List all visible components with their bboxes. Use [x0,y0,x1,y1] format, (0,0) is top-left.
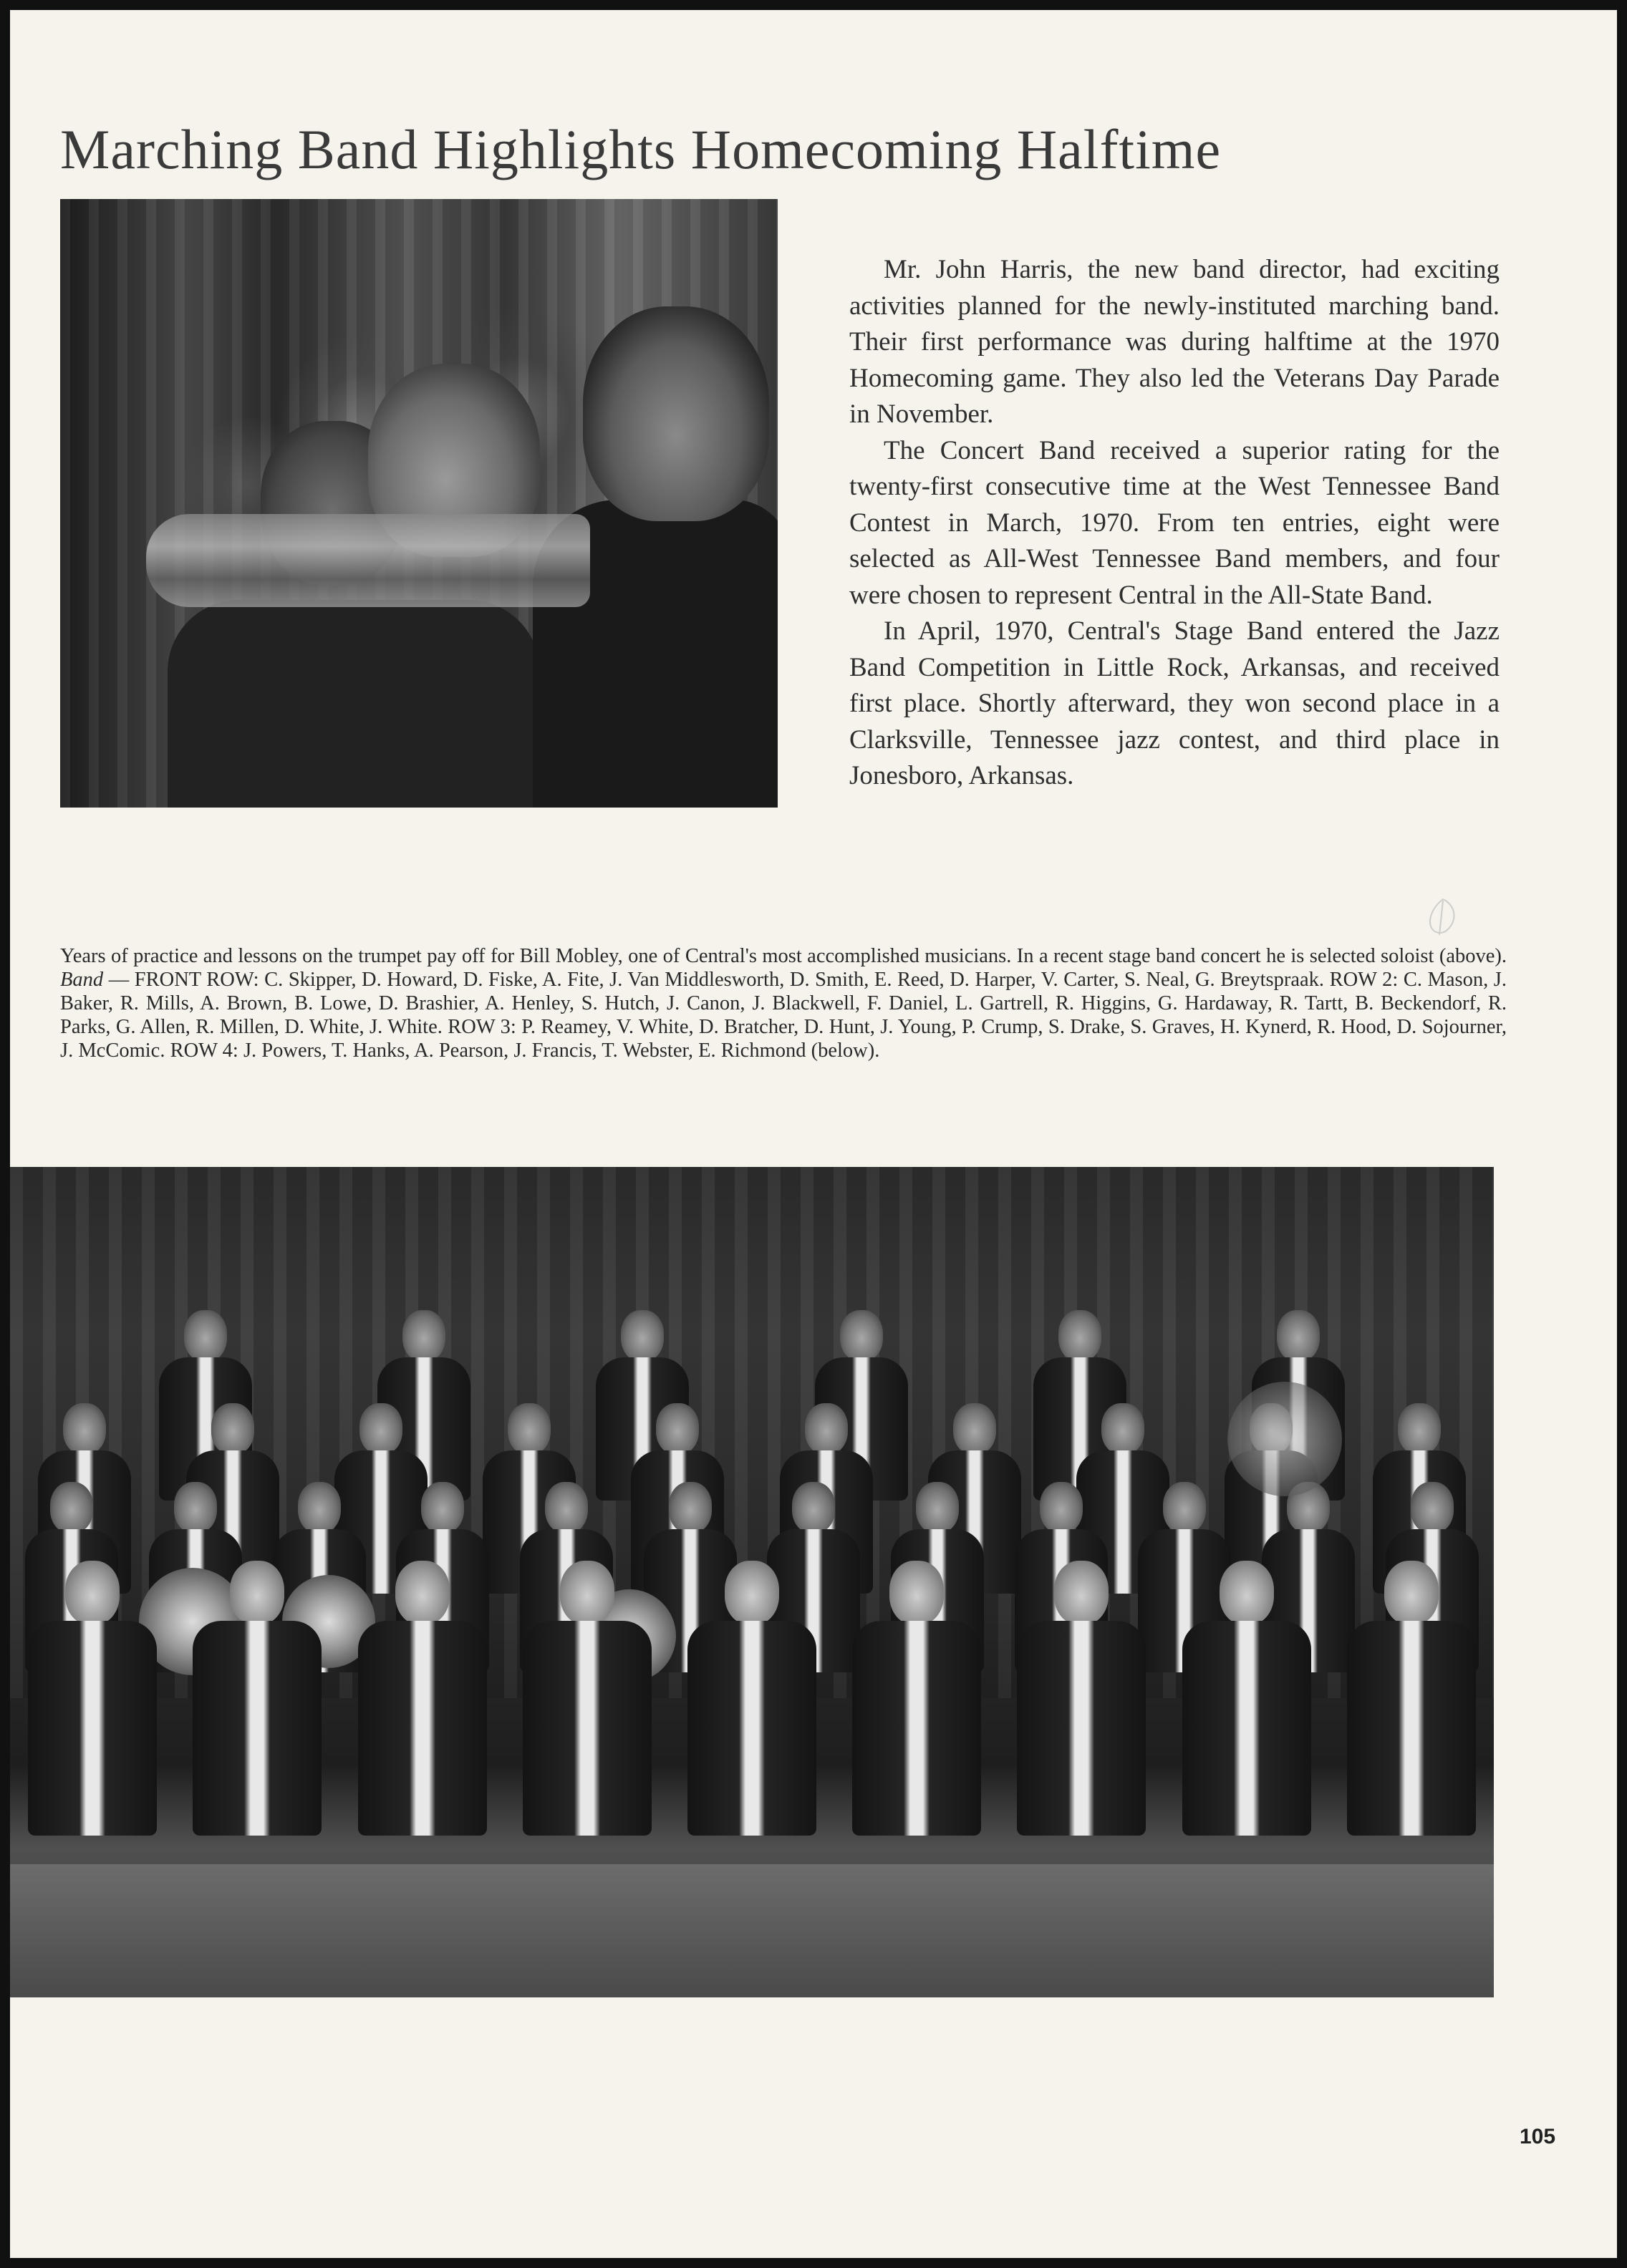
photo-figure-left [168,600,540,808]
band-member [28,1561,157,1836]
yearbook-page [10,10,1617,2258]
article-paragraph-3: In April, 1970, Central's Stage Band entered the Jazz Band Competition in Little Rock, Arkansas, and received first place. Shortly afterward, they won second place in a Clarksville, Tennessee jazz contest, and third place in Jonesboro, Arkansas. [849,616,1500,790]
band-member [1017,1561,1146,1836]
photo-caption [60,944,1507,1062]
caption-roster-text: — FRONT ROW: C. Skipper, D. Howard, D. Fiske, A. Fite, J. Van Middlesworth, D. Smith, E. Reed, D. Harper, V. Carter, S. Neal, G. Breytspraak. ROW 2: C. Mason, J. Baker, R. Mills, A. Brown, B. Lowe, D. Brashier, A. Henley, S. Hutch, J. Canon, J. Blackwell, F. Daniel, L. Gartrell, R. Higgins, G. Hardaway, R. Tartt, B. Beckendorf, R. Parks, G. Allen, R. Millen, D. White, J. White. ROW 3: P. Reamey, V. White, D. Bratcher, D. Hunt, J. Young, P. Crump, S. Drake, S. Graves, H. Kynerd, R. Hood, D. Sojourner, J. McComic. ROW 4: J. Powers, T. Hanks, A. Pearson, J. Francis, T. Webster, E. Richmond (below). [60,969,1507,1062]
photo-trumpets [146,514,590,607]
page-number: 105 [1520,2125,1556,2148]
band-front-row [10,1561,1494,1836]
trumpet-soloist-photo [60,199,778,808]
band-member [358,1561,487,1836]
article-paragraph-1: Mr. John Harris, the new band director, had exciting activities planned for the newly-instituted marching band. Their first performance was during halftime at the 1970 Homecoming game. They also led the Veterans Day Parade in November. [849,255,1500,429]
band-group-photo [10,1167,1494,1997]
article-paragraph-2: The Concert Band received a superior rating for the twenty-first consecutive time at the West Tennessee Band Contest in March, 1970. From ten entries, eight were selected as All-West Tennessee Band members, and four were chosen to represent Central in the All-State Band. [849,435,1500,610]
page-headline: Marching Band Highlights Homecoming Halftime [60,118,1222,180]
band-member [852,1561,981,1836]
photo-head-soloist [583,306,769,521]
sousaphone-icon [1227,1382,1342,1496]
band-member [687,1561,816,1836]
caption-band-label: Band [60,969,104,991]
band-photo-stage-floor [10,1864,1494,1997]
band-member [523,1561,652,1836]
band-member [193,1561,322,1836]
caption-soloist-text: Years of practice and lessons on the trumpet pay off for Bill Mobley, one of Central's most accomplished musicians. In a recent stage band concert he is selected soloist (above). [60,945,1507,967]
band-member [1347,1561,1476,1836]
band-member [1182,1561,1311,1836]
article-body [849,252,1500,795]
leaf-watermark-icon [1426,898,1459,936]
